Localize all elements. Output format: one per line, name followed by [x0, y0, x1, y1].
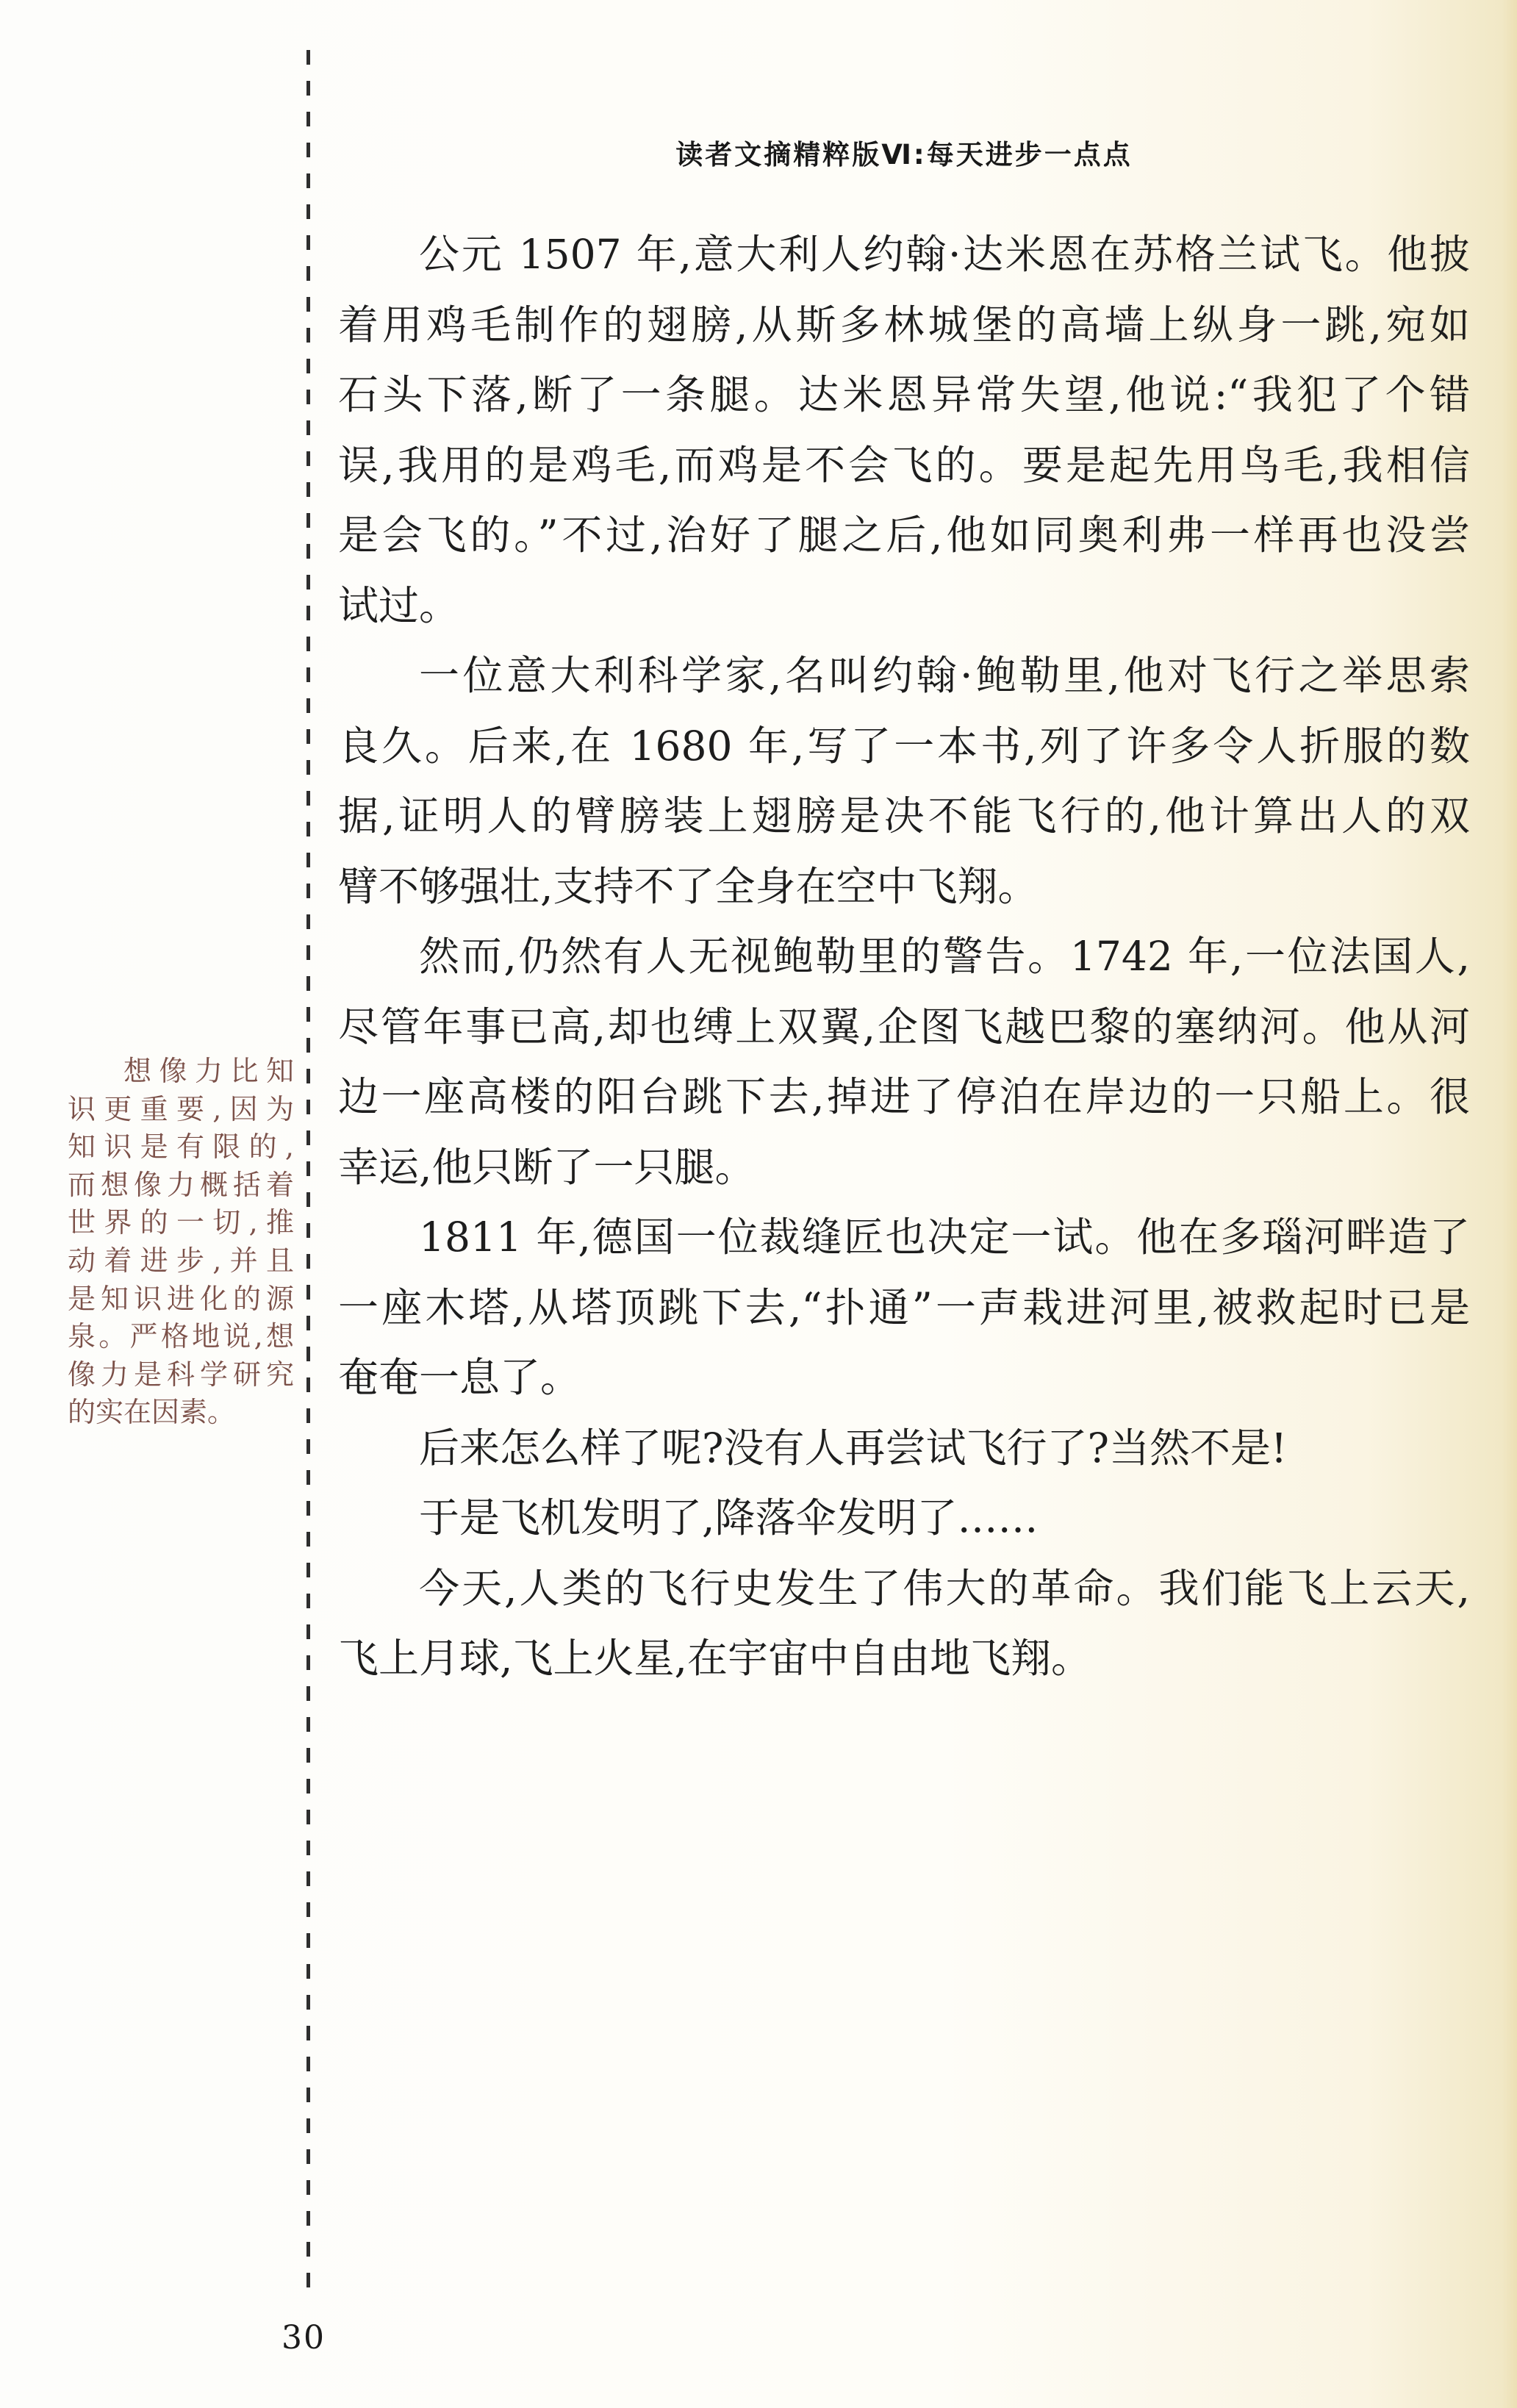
margin-note-line: 的实在因素。 — [68, 1396, 236, 1429]
paragraph — [338, 641, 1470, 922]
body-line: 据,证明人的臂膀装上翅膀是决不能飞行的,他计算出人的双 — [338, 792, 1470, 839]
body-line: 于是飞机发明了,降落伞发明了…… — [419, 1494, 1039, 1541]
margin-note — [68, 1053, 294, 1432]
body-line: 今天,人类的飞行史发生了伟大的革命。我们能飞上云天, — [419, 1564, 1470, 1612]
body-line: 边一座高楼的阳台跳下去,掉进了停泊在岸边的一只船上。很 — [338, 1073, 1470, 1120]
paragraph — [338, 220, 1470, 641]
body-line: 着用鸡毛制作的翅膀,从斯多林城堡的高墙上纵身一跳,宛如 — [338, 301, 1470, 348]
paragraph — [338, 1203, 1470, 1413]
margin-note-line: 泉。严格地说,想 — [68, 1320, 294, 1353]
article-body — [338, 220, 1470, 1694]
margin-note-line: 而想像力概括着 — [68, 1168, 294, 1201]
paragraph — [338, 922, 1470, 1203]
body-line: 飞上月球,飞上火星,在宇宙中自由地飞翔。 — [338, 1635, 1091, 1682]
body-line: 试过。 — [338, 581, 460, 629]
paragraph — [338, 1554, 1470, 1694]
margin-note-line: 识更重要,因为 — [68, 1092, 294, 1125]
margin-note-line: 世界的一切,推 — [68, 1206, 294, 1239]
margin-note-line: 像力是科学研究 — [68, 1358, 294, 1391]
body-line: 后来怎么样了呢?没有人再尝试飞行了?当然不是! — [419, 1424, 1288, 1472]
body-line: 尽管年事已高,却也缚上双翼,企图飞越巴黎的塞纳河。他从河 — [338, 1003, 1470, 1050]
body-line: 幸运,他只断了一只腿。 — [338, 1143, 756, 1191]
paragraph — [338, 1483, 1470, 1554]
paragraph — [338, 1413, 1470, 1484]
margin-divider-dotted-line — [306, 50, 310, 2301]
body-line: 良久。后来,在 1680 年,写了一本书,列了许多令人折服的数 — [338, 722, 1470, 770]
margin-note-line: 知识是有限的, — [68, 1130, 294, 1164]
margin-note-line: 动着进步,并且 — [68, 1244, 294, 1277]
body-line: 然而,仍然有人无视鲍勒里的警告。1742 年,一位法国人, — [419, 933, 1470, 980]
margin-note-line: 想像力比知 — [123, 1055, 294, 1087]
body-line: 一座木塔,从塔顶跳下去,“扑通”一声栽进河里,被救起时已是 — [338, 1283, 1470, 1331]
body-line: 1811 年,德国一位裁缝匠也决定一试。他在多瑙河畔造了 — [419, 1214, 1470, 1261]
page-number: 30 — [281, 2319, 326, 2357]
margin-note-line: 是知识进化的源 — [68, 1282, 294, 1315]
body-line: 误,我用的是鸡毛,而鸡是不会飞的。要是起先用鸟毛,我相信 — [338, 441, 1470, 489]
body-line: 是会飞的。”不过,治好了腿之后,他如同奥利弗一样再也没尝 — [338, 512, 1470, 559]
body-line: 臂不够强壮,支持不了全身在空中飞翔。 — [338, 862, 1039, 910]
body-line: 一位意大利科学家,名叫约翰·鲍勒里,他对飞行之举思索 — [419, 652, 1470, 699]
running-head: 读者文摘精粹版Ⅵ:每天进步一点点 — [675, 139, 1133, 171]
body-line: 奄奄一息了。 — [338, 1354, 581, 1401]
body-line: 公元 1507 年,意大利人约翰·达米恩在苏格兰试飞。他披 — [419, 231, 1470, 278]
body-line: 石头下落,断了一条腿。达米恩异常失望,他说:“我犯了个错 — [338, 371, 1470, 418]
